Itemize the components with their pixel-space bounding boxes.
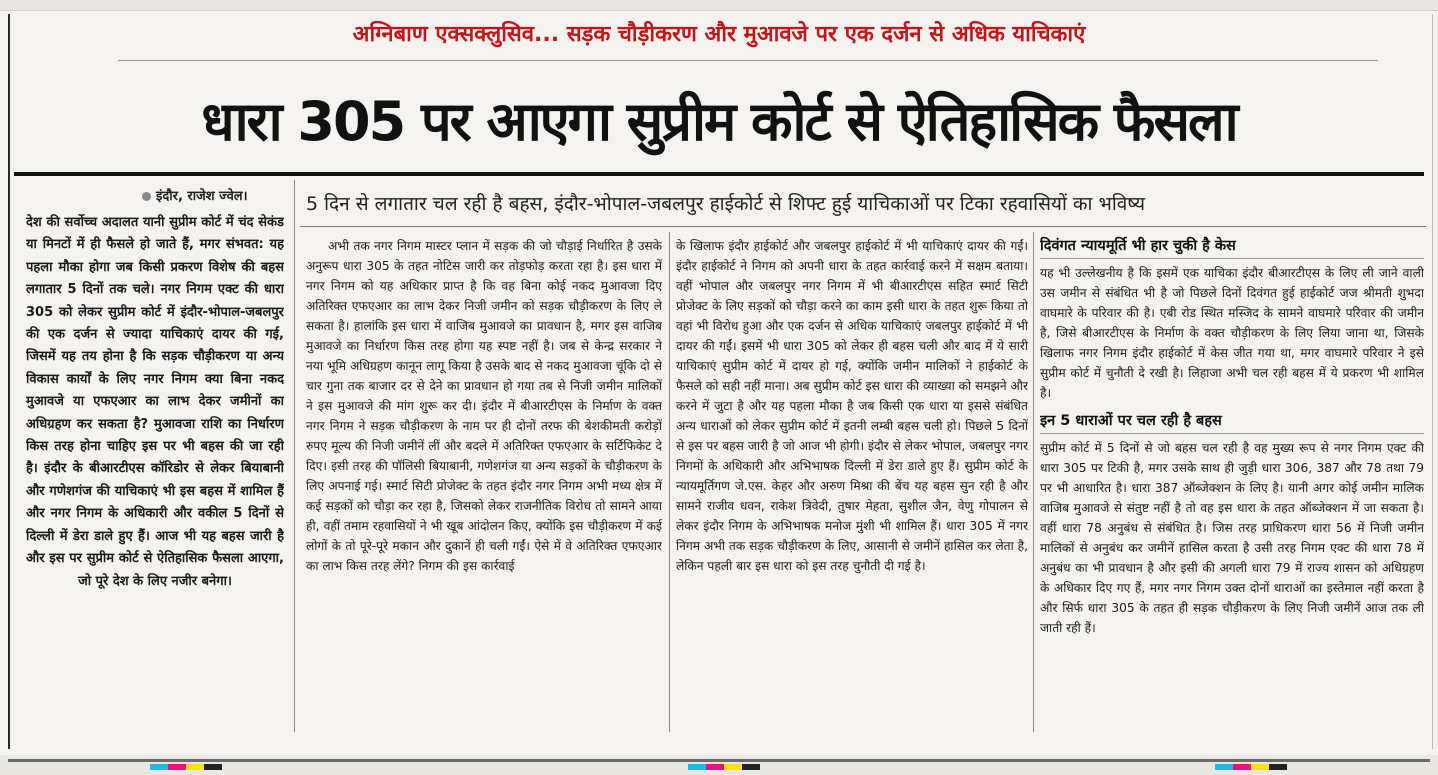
- deck-divider: [300, 226, 1426, 227]
- top-strip: [0, 0, 1438, 11]
- lead-paragraph: देश की सर्वोच्च अदालत यानी सुप्रीम कोर्ट में चंद सेकंड या मिनटों में ही फैसले हो जाते हैं, मगर संभवत: यह पहला मौका होगा जब किसी प्रकरण विशेष की बहस लगातार 5 दिनों तक चले। नगर निगम एक्ट की धारा 305 को लेकर सुप्रीम कोर्ट में इंदौर-भोपाल-जबलपुर की एक दर्जन से ज्यादा याचिकाएं दायर की गई, जिसमें यह तय होना है कि सड़क चौड़ीकरण या अन्य विकास कार्यों के लिए नगर निगम क्या बिना नकद मुआवजे या एफएआर का लाभ देकर जमीनों का अधिग्रहण कर सकता है? मुआवजा राशि का निर्धारण किस तरह होना चाहिए इस पर भी बहस की जा रही है। इंदौर के बीआरटीएस कॉरिडोर से लेकर बियाबानी और गणेशगंज की याचिकाएं भी इस बहस में शामिल हैं और नगर निगम के अधिकारी और वकील 5 दिनों से दिल्ली में डेरा डाले हुए हैं। आज भी यह बहस जारी है और इस पर सुप्रीम कोर्ट से ऐतिहासिक फैसला आएगा, जो पूरे देश के लिए नजीर बनेगा।: [26, 215, 284, 589]
- body-paragraph: अभी तक नगर निगम मास्टर प्लान में सड़क की जो चौड़ाई निर्धारित है उसके अनुरूप धारा 305 के तहत नोटिस जारी कर तोड़फोड़ करता रहा है। इस धारा में नगर निगम को यह अधिकार प्राप्त है कि वह बिना कोई नकद मुआवजा दिए अतिरिक्त एफएआर का लाभ देकर निजी जमीन को सड़क चौड़ीकरण के लिए ले सकता है। हालांकि इस धारा में वाजिब मुआवजे का प्रावधान है, मगर इस वाजिब मुआवजे का निर्धारण किस तरह होगा यह स्पष्ट नहीं है। जब से केन्द्र सरकार ने नया भूमि अधिग्रहण कानून लागू किया है उसके बाद से नकद मुआवजा चूंकि दो से चार गुना तक बाजार दर से देने का प्रावधान हो गया तब से निजी जमीन मालिकों ने इस मुआवजे की मांग शुरू कर दी। इंदौर में बीआरटीएस के निर्माण के वक्त नगर निगम ने सड़क चौड़ीकरण के नाम पर ही दोनों तरफ की बेशकीमती करोड़ों रुपए मूल्य की निजी जमीनें लीं और बदले में अतिरिक्त एफएआर के सर्टिफिकेट दे दिए। इसी तरह की पॉलिसी बियाबानी, गणेशगंज या अन्य सड़कों के चौड़ीकरण के लिए अपनाई गई। स्मार्ट सिटी प्रोजेक्ट के तहत इंदौर नगर निगम अभी मध्य क्षेत्र में कई सड़कों को चौड़ा कर रहा है, जिसको लेकर राजनीतिक विरोध तो सामने आया ही, वहीं तमाम रहवासियों ने भी खूब आंदोलन किए, क्योंकि इस चौड़ीकरण में कई लोगों के तो पूरे-पूरे मकान और दुकानें ही चली गईं। ऐसे में वे अतिरिक्त एफएआर का लाभ किस तरह लेंगे? निगम की इस कार्रवाई: [306, 239, 662, 573]
- color-registration-marks: [688, 764, 760, 770]
- body-column-3: [676, 236, 1028, 731]
- sidebar-title-2: इन 5 धाराओं पर चल रही है बहस: [1040, 413, 1222, 429]
- bullet-icon: [142, 192, 151, 201]
- headline: धारा 305 पर आएगा सुप्रीम कोर्ट से ऐतिहासिक फैसला: [201, 90, 1237, 153]
- sidebar-divider: [1040, 258, 1424, 259]
- sidebar-divider: [1040, 433, 1424, 434]
- sidebar-body-2: सुप्रीम कोर्ट में 5 दिनों से जो बहस चल रही है वह मुख्य रूप से नगर निगम एक्ट की धारा 305 पर टिकी है, मगर उसके साथ ही जुड़ी धारा 306, 387 और 78 तथा 79 पर भी आधारित है। धारा 387 ऑब्जेक्शन के लिए है। यानी अगर कोई जमीन मालिक वाजिब मुआवजे से संतुष्ट नहीं है तो वह इस धारा के तहत ऑब्जेक्शन में जा सकता है। वहीं धारा 78 अनुबंध से संबंधित है। जिस तरह प्राधिकरण धारा 56 में निजी जमीन मालिकों से अनुबंध कर जमीनें हासिल करता है उसी तरह निगम एक्ट की धारा 78 में अनुबंध का भी प्रावधान है और इसी की अगली धारा 79 में राज्य शासन को अधिग्रहण के अधिकार दिए गए हैं, मगर नगर निगम उक्त दोनों धाराओं का इस्तेमाल नहीं करता है और सिर्फ धारा 305 के तहत ही सड़क चौड़ीकरण के लिए निजी जमीनें आज तक ली जाती रही हैं।: [1040, 441, 1424, 635]
- color-registration-marks: [150, 764, 222, 770]
- sidebar-body-1: यह भी उल्लेखनीय है कि इसमें एक याचिका इंदौर बीआरटीएस के लिए ली जाने वाली उस जमीन से संबंधित भी है जो पिछले दिनों दिवंगत हुई हाईकोर्ट जज श्रीमती शुभदा वाघमारे के परिवार की है। एबी रोड स्थित मस्जिद के सामने वाघमारे परिवार की जमीन है, जिसे बीआरटीएस के निर्माण के वक्त चौड़ीकरण के लिए लिया जाना था, जिसके खिलाफ नगर निगम इंदौर हाईकोर्ट में केस जीत गया था, मगर वाघमारे परिवार ने इसे सुप्रीम कोर्ट में चुनौती दे रखी है। लिहाजा अभी चल रही बहस में ये प्रकरण भी शामिल है।: [1040, 266, 1424, 400]
- deck-line: 5 दिन से लगातार चल रही है बहस, इंदौर-भोपाल-जबलपुर हाईकोर्ट से शिफ्ट हुई याचिकाओं पर टिका रहवासियों का भविष्य: [306, 193, 1146, 215]
- column-divider: [669, 232, 670, 732]
- kicker-line: अग्निबाण एक्सक्लुसिव... सड़क चौड़ीकरण और मुआवजे पर एक दर्जन से अधिक याचिकाएं: [352, 22, 1086, 47]
- byline: [142, 186, 248, 204]
- body-column-2: [306, 236, 662, 731]
- byline-text: इंदौर, राजेश ज्वेल।: [156, 189, 248, 204]
- color-registration-marks: [1215, 764, 1287, 770]
- column-divider: [294, 180, 295, 732]
- sidebar-title-1: दिवंगत न्यायमूर्ति भी हार चुकी है केस: [1040, 238, 1236, 254]
- sidebar-column: [1040, 236, 1424, 736]
- bottom-rule: [8, 759, 1430, 762]
- column-divider: [1033, 232, 1034, 732]
- headline-divider: [14, 172, 1424, 176]
- body-paragraph: के खिलाफ इंदौर हाईकोर्ट और जबलपुर हाईकोर्ट में भी याचिकाएं दायर की गईं। इंदौर हाईकोर्ट ने निगम को अपनी धारा के तहत कार्रवाई करने में सक्षम बताया। वहीं भोपाल और जबलपुर नगर निगम में भी बीआरटीएस सहित स्मार्ट सिटी प्रोजेक्ट के लिए सड़कों को चौड़ा करने का काम इसी धारा के तहत शुरू किया तो वहां भी विरोध हुआ और एक दर्जन से अधिक याचिकाएं जबलपुर हाईकोर्ट में भी दायर की गईं। इसमें भी धारा 305 को लेकर ही बहस चली और बाद में ये सारी याचिकाएं सुप्रीम कोर्ट में दायर हो गई, क्योंकि जमीन मालिकों ने हाईकोर्ट के फैसले को सही नहीं माना। अब सुप्रीम कोर्ट इस धारा की व्याख्या को समझने और करने में जुटा है और यह पहला मौका है जब किसी एक धारा या इससे संबंधित अन्य धाराओं को लेकर सुप्रीम कोर्ट में इतनी लम्बी बहस चली हो। पिछले 5 दिनों से इस पर बहस जारी है जो आज भी होगी। इंदौर से लेकर भोपाल, जबलपुर नगर निगमों के अधिकारी और अभिभाषक दिल्ली में डेरा डाले हुए हैं। सुप्रीम कोर्ट के न्यायमूर्तिगण जे.एस. केहर और अरुण मिश्रा की बेंच यह बहस सुन रही है और सामने राजीव धवन, राकेश त्रिवेदी, तुषार मेहता, सुशील जैन, वेणु गोपालन से लेकर इंदौर निगम के अभिभाषक मनोज मुंशी भी शामिल हैं। धारा 305 में नगर निगम अभी तक सड़क चौड़ीकरण के लिए, आसानी से जमीनें हासिल कर लेता है, लेकिन पहली बार इस धारा को इस तरह चुनौती दी गई है।: [676, 239, 1028, 573]
- kicker-divider: [118, 60, 1378, 61]
